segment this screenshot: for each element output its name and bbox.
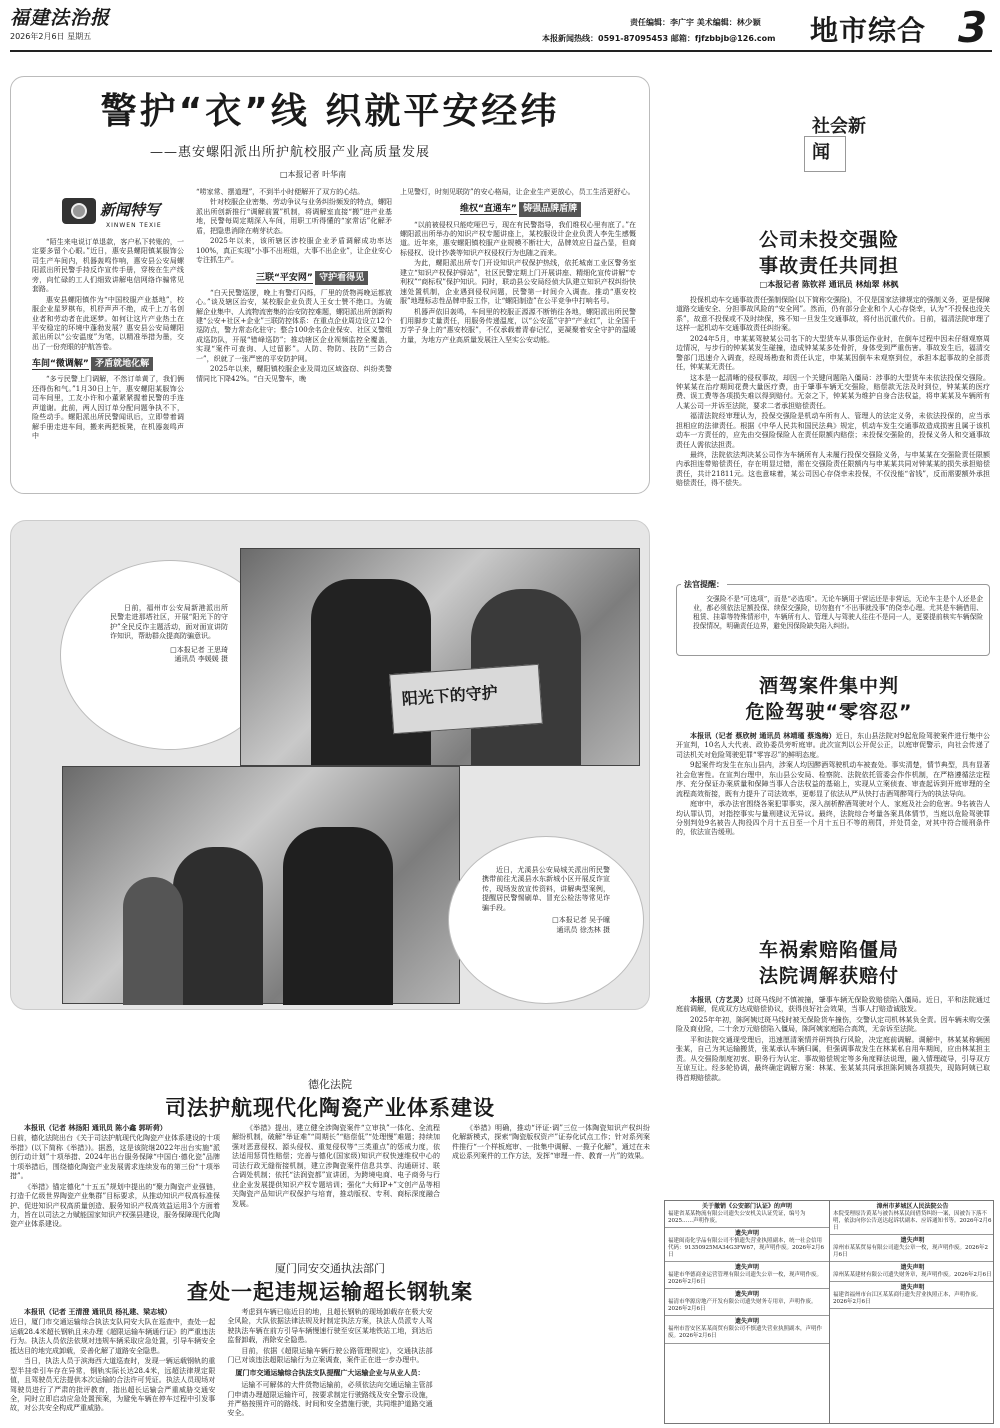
paragraph: 上见警灯，时刻见联防”的安心格局，让企业生产更放心，员工生活更舒心。 <box>400 188 635 196</box>
resident-figure <box>123 877 183 1005</box>
paper-logo: 福建法治报 <box>10 7 111 29</box>
ad-item <box>830 1201 994 1235</box>
ad-title: 漳州市芗城区人民法院公告 <box>876 1203 949 1210</box>
caption-text: 日前，福州市公安局新港派出所民警走进那塔社区，开展“阳光下的守护”全民反诈主题活动，面对面宣讲防诈知识，帮助群众提高防骗意识。 <box>110 604 228 641</box>
paragraph: 交强险不是“可选项”，而是“必选项”。无论车辆用于营运还是非营运，无论车主是个人还是企业，都必须依法足额投保、续保交强险，切勿抱有“不出事就没事”的侥幸心理。尤其是车辆借用、租赁、挂靠等特殊情形中，车辆所有人、管理人与驾驶人往往不是同一人，更要提前核实车辆保险投保情况，明确责任边界，避免因保险缺失陷入纠纷。 <box>693 595 983 631</box>
paragraph: 福清法院经审理认为，投保交强险是机动车所有人、管理人的法定义务，未依法投保的，应当承担相应的法律责任。根据《中华人民共和国民法典》规定，机动车发生交通事故造成损害且属于该机动车一方责任的，应先由交强险保险人在责任限额内赔偿；未投保交强险的，投保义务人和交通事故责任人需依法担责。 <box>676 412 990 449</box>
paragraph: 《举措》提出，建立健全涉陶瓷案件“立审执”一体化、全流程解纷机制，破解“举证难”“周期长”“赔偿低”“处理慢”难题；持续加强对恶意侵权、源头侵权、重复侵权等“三类重点”的惩戒力度，依法适用惩罚性赔偿；完善与德化(国家级)知识产权快速维权中心的司法行政无缝衔接机制，建立涉陶瓷案件信息共享、沟通研讨、联合调处机制；依托“法润瓷都”宣讲团，为跨境电商、电子商务与行业企业发展提供知识产权专题培训；强化“大师IP+”文创产品等相关陶瓷产品知识产权保护与培育，推动版权、专利、商标深度融合发展。 <box>232 1124 440 1208</box>
caption-credit: 通讯员 徐杰林 摄 <box>556 925 610 934</box>
paragraph: 《举措》明确，推动“评证·调”三位一体陶瓷知识产权纠纷化解新模式，探索“陶瓷版权资产”证券化试点工作；针对系列案件推行“一个样板庭审、一批集中调解、一揽子化解”，通过在未成讼系列案件的工作方法，发挥“审理一件、教育一片”的效果。 <box>452 1124 650 1161</box>
paragraph: 针对校服企业密集、劳动争议与业务纠纷频发的特点，螺阳派出所创新推行“调解前置”机制，将调解室直接“搬”进产业基地，民警每周定期深入车间，用职工听得懂的“家常话”化解矛盾，把隐患消除在萌芽状态。 <box>196 198 392 235</box>
paragraph: 近日，厦门市交通运输综合执法支队同安大队在巡查中，查处一起运载28.4米超长钢轨且未办理《超限运输车辆通行证》的严重违法行为。执法人员依法依规对违规车辆采取应急处置，引导车辆安全抵达目的地完成卸载，妥善化解了道路安全隐患。 <box>10 1318 216 1355</box>
poster <box>389 664 543 734</box>
paragraph-text: 近日，东山县法院对9起危险驾驶案件进行集中公开宣判，10名人大代表、政协委员旁听庭审。此次宣判以公开促公正，以庭审促警示，向社会传递了司法机关对危险驾驶犯罪“零容忍”的鲜明态度。 <box>676 732 991 759</box>
article3-body <box>676 996 990 1084</box>
camera-icon <box>62 198 96 224</box>
paragraph: 日前，德化法院出台《关于司法护航现代化陶瓷产业体系建设的十项举措》(以下简称《举措》)。据悉，这是该院继2022年出台实施“派创行动计划”十项举措、2024年出台服务保障“中国白·德化瓷”品牌十项举措后，围绕德化陶瓷产业发展需求连续发布的第三份“十项举措”。 <box>10 1134 220 1181</box>
xiamen-title: 查处一起违规运输超长钢轨案 <box>187 1280 473 1304</box>
tip-label: 法官提醒： <box>681 580 727 591</box>
ad-title: 关于撤销《公安部门认证》的声明 <box>701 1203 792 1210</box>
paragraph: “陌生来电说订单退款，客户私下转账的，一定要多留个心眼。”近日，惠安县螺阳镇某服饰公司生产车间内，机器轰鸣作响，惠安县公安局螺阳派出所民警手持反诈宣传手册，穿梭在生产线旁，向忙碌的工人们细致讲解电信网络诈骗常见套路。 <box>32 238 184 294</box>
caption-credit: 通讯员 李媛媛 摄 <box>174 655 228 664</box>
photo-caption-2 <box>482 866 610 935</box>
article1-title1: 公司未投交强险 <box>758 229 899 251</box>
article1-byline: □本报记者 陈钦祥 通讯员 林灿翠 林枫 <box>759 280 899 289</box>
paragraph: 2024年5月，申某某驾驶某公司名下的大型货车从事货运作业时，在倒车过程中因未仔细观察周边情况，与步行的钟某某发生碰撞，造成钟某某多处骨折，身体受到严重伤害。事故发生后，福清交警部门迅速介入调查，经现场勘查和责任认定，申某某因倒车未观察到位，承担本起事故的全部责任，钟某某无责任。 <box>676 334 990 372</box>
ad-title: 遗失声明 <box>900 1264 925 1272</box>
ad-title: 遗失声明 <box>734 1291 759 1299</box>
ad-item <box>665 1316 829 1343</box>
xiamen-body <box>10 1308 650 1426</box>
lead-col-1 <box>32 238 184 442</box>
article3-title2: 法院调解获赔付 <box>758 965 899 987</box>
ad-title: 遗失声明 <box>734 1264 759 1272</box>
paragraph: 平和法院交通现受理后，迅速厘清案情并研判执行风险，决定庭前调解。调解中，林某某称辆困张某，自己为其运输搬货，张某承认车辆归属，但强调事故发生在林某私自用车期间，应由林某担主责。从交强险制度初衷、职务行为认定、事故赔偿规定等多角度释法说理，融入情理疏导，引导双方互谅互让。经多轮协调，最终确定调解方案：林某、张某某共同承担陈阿姨各项损失，现陈阿姨已取得首期赔偿款。 <box>676 1035 990 1082</box>
paragraph: 2025年年初，陈阿姨过斑马线时被无保险货车撞伤，交警认定司机林某负全责。因车辆未购交强险及商业险，二十余万元赔偿陷入僵局，陈阿姨家庭陷合高筑，无奈诉至法院。 <box>676 1015 990 1034</box>
lead-col-2 <box>196 188 392 385</box>
ad-title: 遗失声明 <box>734 1318 759 1326</box>
lead-title: 警护“衣”线 织就平安经纬 <box>100 91 560 132</box>
badge-label-en: XINWEN TEXIE <box>106 222 162 229</box>
judge-tip-box <box>676 580 990 656</box>
ad-title: 遗失声明 <box>900 1284 925 1292</box>
paragraph: 考虑到车辆已临近目的地，且超长钢轨的现场卸载存在极大安全风险，大队依据法律法规及时制定执法方案，执法人员派专人驾驶执法车辆在前方引导车辆慢速行驶至安区某地铁站工地，到达后监督卸载，消除安全隐患。 <box>227 1308 433 1345</box>
officer-figure <box>283 827 393 1005</box>
paragraph: 9起案件均发生在东山县内，涉案人均因醉酒驾驶机动车被查处。事实清楚，情节典型，具有显著社会危害性。在宣判台理中，东山县公安局、检察院、法院依托管委会作作机制，在严格遵循法定程序、充分保证办案质量和保障当事人合法权益的基础上，实现从立案侦查、审查起诉到开庭审理的全流程高效衔接，既有力提升了司法效率，更彰显了依法从严从快打击酒驾醉驾行为的执法导向。 <box>676 761 990 798</box>
ad-body: 本院受理原告黄某与被告林某民间借贷纠纷一案，因被告下落不明，依法向你公告送达起诉状副本、应诉通知书等。2026年2月6日 <box>833 1210 992 1232</box>
paragraph: 2025年以来，该所辖区涉校服企业矛盾调解成功率达100%，真正实现“小事不出班组，大事不出企业”，让企业安心专注抓生产。 <box>196 237 392 265</box>
xiamen-subhead: 厦门市交通运输综合执法支队提醒广大运输企业与从业人员： <box>235 1368 425 1377</box>
paragraph-text: 过斑马线时不慎被撞，肇事车辆无保险致赔偿陷入僵局。近日，平和法院通过庭前调解，促成双方达成赔偿协议，获得良好社会效果，当事人打赔造诚肢发。 <box>676 996 991 1014</box>
subhead-label: 三联“平安网” <box>256 272 313 283</box>
ad-body: 福清市华源房地产开发有限公司遗失财务专用章，声明作废。2026年2月6日 <box>668 1299 817 1313</box>
paragraph <box>676 732 990 760</box>
section-label: 社会新闻 <box>812 116 866 164</box>
photo-antifraud-2 <box>62 766 460 1004</box>
subhead-2 <box>256 271 392 285</box>
paragraph: “以前被侵权只能吃哑巴亏，现在有民警指导，我们维权心里有底了。”在螺阳派出所举办的知识产权专题讲座上，某校服设计企业负责人李先生感慨道。近年来，惠安螺阳镇校服产业规模不断壮大，品牌效应日益凸显，但商标侵权、设计抄袭等知识产权侵权行为也随之而来。 <box>400 220 636 257</box>
page-number: 3 <box>958 3 988 52</box>
ad-body: 福建省福州市台江区某某商行遗失营业执照正本，声明作废。2026年2月6日 <box>833 1292 982 1306</box>
caption-text: 近日，尤溪县公安局城关派出所民警携带前往尤溪县水东新城小区开展反诈宣传，现场发放宣传资料，讲解典型案例，提醒居民警惕刷单、冒充公检法等常见诈骗手段。 <box>482 866 610 912</box>
photo-caption-1 <box>110 604 228 665</box>
ad-body: 福州市晋安区某某商贸有限公司不慎遗失营业执照副本，声明作废。2026年2月6日 <box>668 1326 823 1340</box>
subhead-label: 车间“微调解” <box>32 359 89 370</box>
ad-body: 福建省某某物流有限公司遗失公安机关认证凭证，编号为2025……声明作废。 <box>668 1210 806 1224</box>
article3-title1: 车祸索赔陷僵局 <box>758 939 899 961</box>
lead-col-3 <box>400 188 636 346</box>
xiamen-wrap <box>10 1308 650 1426</box>
editors: 责任编辑：李广宇 美术编辑：林少颖 <box>630 18 761 27</box>
paragraph: 运输不可解体的大件货物运输前，必须依法向交通运输主管部门申请办理超限运输许可，按要求制定行驶路线及安全警示设施，并严格按照许可的路线、时间和安全措施行驶，共同维护道路交通安全。 <box>227 1381 433 1418</box>
subhead-tag: 守护看得见 <box>315 271 368 285</box>
paragraph: 这本是一起清晰的侵权事故，却因一个关键问题陷入僵局：涉事的大型货车未依法投保交强险。钟某某在治疗期间花费大量医疗费，由于肇事车辆无交强险，赔偿款无法及时到位，钟某某的医疗费、误工费等各项损失难以得到赔付。无奈之下，钟某某为维护自身合法权益，将申某某及车辆所有人某公司一并诉至法院，要求二者承担赔偿责任。 <box>676 373 990 410</box>
ad-title: 遗失声明 <box>734 1230 759 1238</box>
ad-body: 福建市华德商业运营管理有限公司遗失公章一枚，现声明作废。2026年2月6日 <box>668 1272 823 1286</box>
paragraph: “唠家常、摆道理”，不到半小时便解开了双方的心结。 <box>196 188 365 196</box>
dehua-col-1 <box>10 1124 220 1231</box>
article-byline: 本报讯（记者 蔡欣树 通讯员 林靖瑾 蔡逸梅） <box>690 732 836 740</box>
dehua-title: 司法护航现代化陶瓷产业体系建设 <box>165 1096 495 1120</box>
poster-title: 阳光下的守护 <box>401 682 499 709</box>
ad-item <box>665 1228 829 1262</box>
article-byline: 本报讯（记者 王清澄 通讯员 杨礼建、梁志城） <box>24 1308 172 1316</box>
photo-antifraud-1 <box>240 548 640 766</box>
article1-title2: 事故责任共同担 <box>758 255 899 277</box>
dehua-col-3 <box>452 1124 650 1163</box>
ad-item <box>665 1262 829 1289</box>
paragraph: 投保机动车交通事故责任强制保险(以下简称交强险)，不仅是国家法律规定的强制义务，更是保障道路交通安全、分担事故风险的“安全网”。然而，仍有部分企业和个人心存侥幸，认为“不投保也没关系”，故意不投保或不及时续保，殊不知一旦发生交通事故，将付出沉重代价。日前，福清法院审理了这样一起机动车交通事故责任纠纷案。 <box>676 296 990 333</box>
tip-body <box>693 595 983 632</box>
paragraph: “多亏民警上门调解，不然订单黄了，我们俩还得伤和气。”1月30日上午，惠安螺阳某服饰公司车间里，工友小许和小董紧紧握着民警的手连声道谢。此前，两人因订单分配问题争执不下，险些动手。螺阳派出所民警闻讯后，立即带着调解手册走进车间，搬来两把板凳，在机器轰鸣声中 <box>32 375 184 441</box>
section-name: 地市综合 <box>810 14 927 47</box>
ad-item <box>665 1289 829 1316</box>
masthead <box>10 3 992 52</box>
lead-subtitle: ——惠安螺阳派出所护航校服产业高质量发展 <box>150 145 431 160</box>
article2-body <box>676 732 990 839</box>
badge-label: 新闻特写 <box>100 201 161 219</box>
ads-col-1 <box>665 1201 830 1424</box>
dehua-col-2 <box>232 1124 440 1210</box>
article-byline: 本报讯（记者 林扬阳 通讯员 陈小鑫 郭昕荷） <box>24 1124 167 1132</box>
news-feature-badge <box>62 194 202 238</box>
ad-item <box>830 1282 994 1309</box>
paragraph <box>10 1308 215 1317</box>
article-byline: 本报讯（方艺灵） <box>690 996 748 1004</box>
subhead-3 <box>460 202 636 216</box>
paragraph: 庭审中，承办法官围绕各案犯罪事实，深入剖析醉酒驾驶对个人、家庭及社会的危害。9名被告人均认罪认罚，对指控事实与量刑建议无异议。最终，法院综合考量各案具体情节，当庭以危险驾驶罪分别判处9名被告人拘役四个月十五日至一个月十五日不等的刑罚，并处罚金，对其中符合缓刑条件的，依法宣告缓刑。 <box>676 800 990 837</box>
subhead-1 <box>32 357 184 371</box>
paragraph: 目前，依据《超限运输车辆行驶公路管理规定》，交通执法部门已对该违法超限运输行为立案调查，案件正在进一步办理中。 <box>227 1346 433 1365</box>
paragraph: 为此，螺阳派出所专门开设知识产权保护热线，依托城南工业区警务室建立“知识产权保护驿站”，社区民警定期上门开展讲座、精细化宣传讲解“专利权”“商标权”保护知识。同时，联动县公安局经侦大队建立知识产权纠纷快速处置机制，企业遇到侵权问题，民警第一时间介入调查。推动“惠安校服”地理标志性品牌申报工作，让“螺阳制造”在公平竞争中打响名号。 <box>400 259 636 306</box>
paragraph: 机器声依旧轰鸣，车间里的校服正源源不断销往各地，螺阳派出所民警们用脚步丈量责任，用服务传递温度，以“公安蓝”守护“产业红”，让全国千万学子身上的“惠安校服”，不仅承载着青春记忆，更凝聚着安全守护的温暖力量，为地方产业高质量发展注入坚实公安动能。 <box>400 307 636 344</box>
ad-body: 漳州市某某贸易有限公司遗失公章一枚，现声明作废。2026年2月6日 <box>833 1245 988 1259</box>
ad-item <box>830 1235 994 1262</box>
ads-col-2 <box>830 1201 994 1424</box>
article2-title1: 酒驾案件集中判 <box>758 675 899 697</box>
hotline: 本报新闻热线：0591-87095453 邮箱：fjfzbbjb@126.com <box>542 34 776 43</box>
ad-item <box>665 1201 829 1228</box>
dehua-kicker: 德化法院 <box>308 1078 352 1091</box>
subhead-tag: 铸强品牌盾牌 <box>519 202 581 216</box>
paragraph: “白天民警巡逻，晚上有警灯闪烁，厂里的货物再晚运都放心。”谈及辖区治安，某校服企业负责人王女士赞不绝口。为破解企业集中、人流物流密集的治安防控难题，螺阳派出所创新构建“公安+社区+企业”三联防控体系：在重点企业周边设立12个巡防点，警力常态化驻守；整合100余名企业保安、社区义警组成巡防队，开展“错峰巡防”；推动辖区企业视频监控全覆盖，实现“案件可查询、人过留影”。人防、物防、技防“三防合一”，织就了一张严密的平安防护网。 <box>196 288 392 363</box>
paragraph <box>676 996 990 1015</box>
caption-credit: □本报记者 王思琦 <box>170 645 228 654</box>
subhead-tag: 矛盾就地化解 <box>91 357 153 371</box>
paragraph: 当日，执法人员于滨海西大道巡查时，发现一辆运载钢轨的重型半挂牵引车存在异常，钢轨实际长达28.4米，远超法律规定限值，且驾驶员无法提供本次运输的合法许可凭证。执法人员现场对驾驶员进行了严肃的批评教育，指出超长运输会严重威胁交通安全，同时立即启动应急处置预案，为避免车辆在停车过程中引发事故，对公共安全构成严重威胁。 <box>10 1357 216 1413</box>
ad-item <box>830 1262 994 1282</box>
ad-body: 福建闽南化学品有限公司不慎遗失营业执照副本，统一社会信用代码：91350925MA34G3FW67，现声明作废。2026年2月6日 <box>668 1237 824 1259</box>
paragraph: 惠安县螺阳镇作为“中国校服产业基地”，校服企业星罗棋布，机杼声声不绝，成千上万名创业者和劳动者在此逐梦。如何让这片产业热土在平安稳定的环境中蓬勃发展？惠安县公安局螺阳派出所以“公安温度”为笔，以精准举措为墨，交出了一份亮眼的护航答卷。 <box>32 295 184 351</box>
paragraph: 《举措》锚定德化“十五五”规划中提出的“聚力陶瓷产业强链，打造千亿级世界陶瓷产业集群”目标要求，从推动知识产权高标准保护、促进知识产权高质量创造、服务知识产权高效益运用3个方面着力，旨在以司法之力赋能国家知识产权强县建设，服务保障现代化陶瓷产业体系建设。 <box>10 1182 220 1229</box>
ad-body: 漳州某某建材有限公司遗失财务章，现声明作废。2026年2月6日 <box>833 1272 992 1279</box>
resident-figure <box>173 847 263 1005</box>
classified-ads <box>664 1200 994 1424</box>
ad-title: 遗失声明 <box>900 1237 925 1245</box>
paragraph: 最终，法院依法判决某公司作为车辆所有人未履行投保交强险义务，与申某某在交强险责任限额内承担连带赔偿责任，存在明显过错，需在交强险责任限额内与申某某共同对钟某某的损失承担赔偿责任，共计21811元。这也意味着，某公司因心存侥幸未投保，不仅没能“省钱”，反而需要额外承担赔偿责任，得不偿失。 <box>676 451 990 488</box>
article2-title2: 危险驾驶“零容忍” <box>745 701 913 723</box>
social-news-label <box>804 114 894 180</box>
paragraph: 2025年以来，螺阳镇校服企业及周边区域盗窃、纠纷类警情同比下降42%。“白天见警车，晚 <box>196 365 392 383</box>
subhead-label: 维权“直通车” <box>460 204 517 215</box>
paragraph <box>10 1124 220 1133</box>
masthead-rule <box>10 50 992 52</box>
xiamen-kicker: 厦门同安交通执法部门 <box>275 1262 385 1275</box>
caption-credit: □本报记者 吴予曈 <box>552 916 610 925</box>
issue-date: 2026年2月6日 星期五 <box>10 32 92 41</box>
lead-byline: □本报记者 叶华南 <box>280 170 347 179</box>
article1-body <box>676 296 990 490</box>
